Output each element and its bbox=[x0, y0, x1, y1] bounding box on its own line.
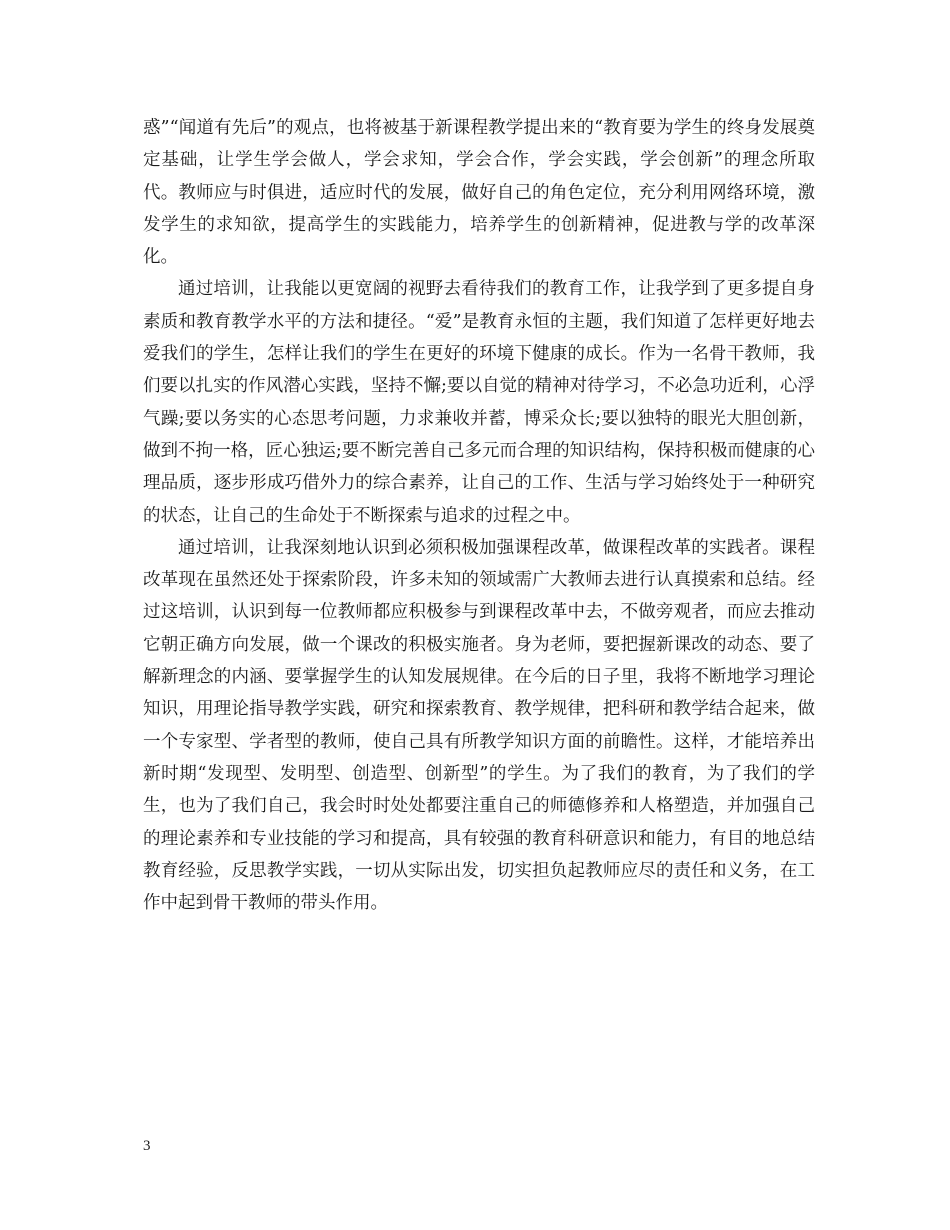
document-body bbox=[143, 112, 815, 919]
paragraph-2: 通过培训，让我能以更宽阔的视野去看待我们的教育工作，让我学到了更多提自身素质和教育教学水平的方法和捷径。“爱”是教育永恒的主题，我们知道了怎样更好地去爱我们的学生，怎样让我们的学生在更好的环境下健康的成长。作为一名骨干教师，我们要以扎实的作风潜心实践，坚持不懈;要以自觉的精神对待学习，不必急功近利，心浮气躁;要以务实的心态思考问题，力求兼收并蓄，博采众长;要以独特的眼光大胆创新，做到不拘一格，匠心独运;要不断完善自己多元而合理的知识结构，保持积极而健康的心理品质，逐步形成巧借外力的综合素养，让自己的工作、生活与学习始终处于一种研究的状态，让自己的生命处于不断探索与追求的过程之中。 bbox=[143, 279, 815, 526]
page-number: 3 bbox=[143, 1138, 151, 1154]
paragraph-1: 惑”“闻道有先后”的观点，也将被基于新课程教学提出来的“教育要为学生的终身发展奠定基础，让学生学会做人，学会求知，学会合作，学会实践，学会创新”的理念所取代。教师应与时俱进，适应时代的发展，做好自己的角色定位，充分利用网络环境，激发学生的求知欲，提高学生的实践能力，培养学生的创新精神，促进教与学的改革深化。 bbox=[143, 118, 815, 268]
paragraph-3: 通过培训，让我深刻地认识到必须积极加强课程改革，做课程改革的实践者。课程改革现在虽然还处于探索阶段，许多未知的领域需广大教师去进行认真摸索和总结。经过这培训，认识到每一位教师都应积极参与到课程改革中去，不做旁观者，而应去推动它朝正确方向发展，做一个课改的积极实施者。身为老师，要把握新课改的动态、要了解新理念的内涵、要掌握学生的认知发展规律。在今后的日子里，我将不断地学习理论知识，用理论指导教学实践，研究和探索教育、教学规律，把科研和教学结合起来，做一个专家型、学者型的教师，使自己具有所教学知识方面的前瞻性。这样，才能培养出新时期“发现型、发明型、创造型、创新型”的学生。为了我们的教育，为了我们的学生，也为了我们自己，我会时时处处都要注重自己的师德修养和人格塑造，并加强自己的理论素养和专业技能的学习和提高，具有较强的教育科研意识和能力，有目的地总结教育经验，反思教学实践，一切从实际出发，切实担负起教师应尽的责任和义务，在工作中起到骨干教师的带头作用。 bbox=[143, 537, 815, 914]
